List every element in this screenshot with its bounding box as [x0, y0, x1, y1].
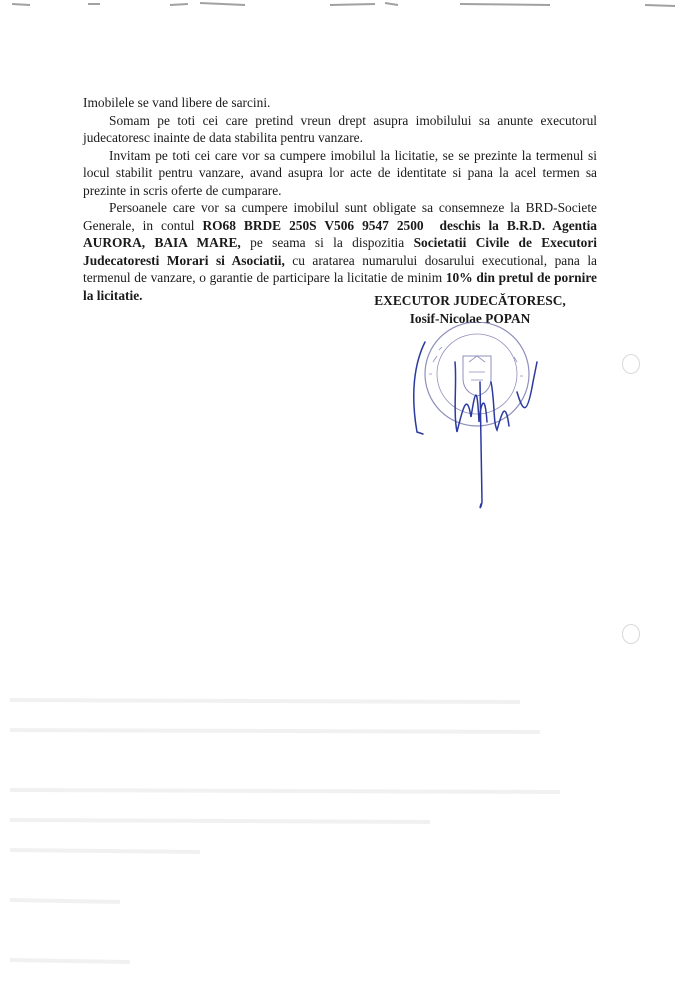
- paragraph-summons: Somam pe toti cei care pretind vreun drept asupra imobilului sa anunte executorul judecatoresc inainte de data stabilita pentru vanzare.: [83, 112, 597, 145]
- guarantee-details: cu aratarea numarului dosarului executional, pana la termenul de vanzare, o garantie de participare la licitatie de minim: [83, 252, 597, 285]
- executor-company: Societatii Civile de Executori Judecatoresti Morari si Asociatii,: [83, 235, 598, 268]
- paragraph-no-encumbrances: Imobilele se vand libere de sarcini.: [83, 95, 271, 110]
- signatory-name: Iosif-Nicolae POPAN: [409, 311, 531, 326]
- guarantee-middle: pe seama si la dispozitia: [240, 235, 414, 250]
- guarantee-intro: Persoanele care vor sa cumpere imobilul sunt obligate sa consemneze la BRD-Societe Generale, in contul: [83, 200, 597, 233]
- bank-account: RO68 BRDE 250S V506 9547 2500: [202, 217, 424, 233]
- bank-branch: deschis la B.R.D. Agentia AURORA, BAIA MARE,: [83, 217, 597, 250]
- paragraph-invitation: Invitam pe toti cei care vor sa cumpere imobilul la licitatie, se se prezinte la termenul si locul stabilit pentru vanzare, avand asupra lor acte de identitate si pana la acel termen sa prezinte in scris oferte de cumparare.: [83, 147, 597, 198]
- signatory-title: EXECUTOR JUDECĂTORESC,: [374, 293, 566, 308]
- guarantee-percentage: 10% din pretul de pornire la licitatie.: [83, 270, 597, 303]
